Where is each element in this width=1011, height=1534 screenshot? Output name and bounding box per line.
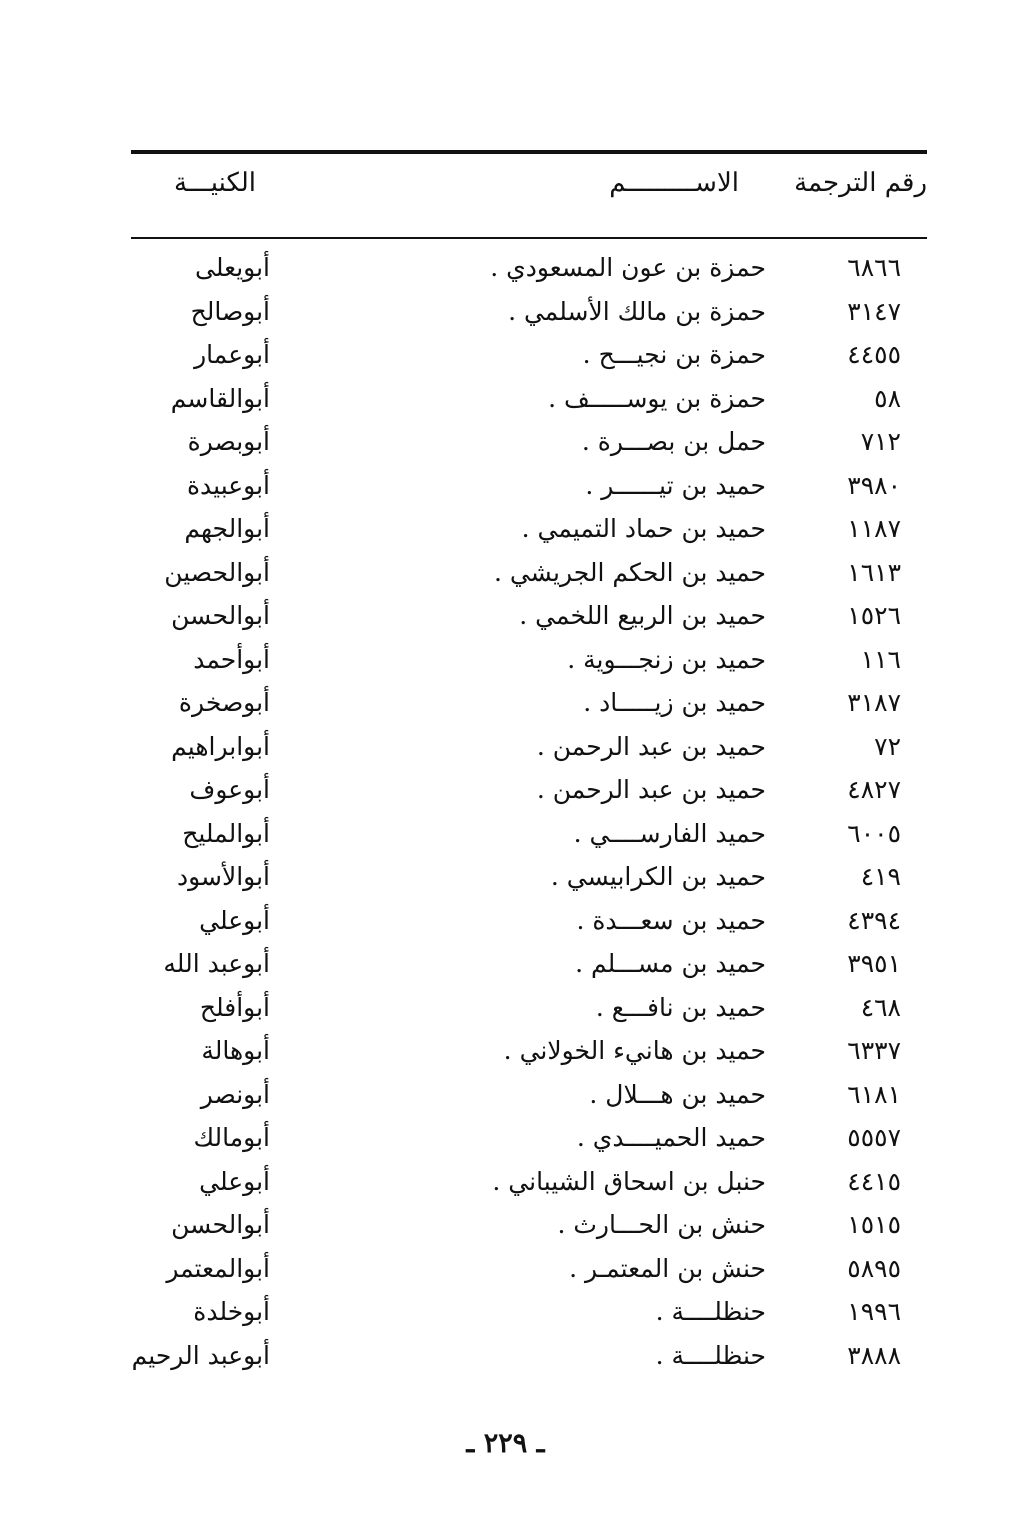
narrator-name: حمزة بن مالك الأسلمي . <box>508 296 766 326</box>
narrator-name: حميد بن زيـــــاد . <box>583 688 766 717</box>
narrator-kunya: أبوصالح <box>190 296 270 326</box>
page-number: ـ ٢٢٩ ـ <box>466 1428 545 1459</box>
narrator-kunya: أبوعمار <box>194 340 270 369</box>
narrator-name: حنش بن الحـــارث . <box>557 1210 766 1239</box>
translation-number: ٥٨٩٥ <box>847 1253 901 1283</box>
table-row <box>0 379 1011 423</box>
column-header-number: رقم الترجمة <box>794 168 927 198</box>
table-row <box>0 466 1011 510</box>
translation-number: ٤٦٨ <box>860 992 901 1022</box>
narrator-kunya: أبوبصرة <box>187 427 270 456</box>
translation-number: ٥٨ <box>874 383 901 413</box>
narrator-name: حميد بن مســـلم . <box>575 949 766 978</box>
translation-number: ٦٨٦٦ <box>847 253 901 282</box>
translation-number: ٤٤١٥ <box>847 1166 901 1196</box>
table-row <box>0 988 1011 1032</box>
table-row <box>0 553 1011 597</box>
translation-number: ٣٨٨٨ <box>847 1340 901 1370</box>
translation-number: ٧٢ <box>874 731 901 761</box>
narrator-name: حميد بن عبد الرحمن . <box>536 731 766 761</box>
narrator-name: حميد بن تيــــــر . <box>585 470 766 500</box>
table-row <box>0 248 1011 292</box>
translation-number: ١٥١٥ <box>847 1210 901 1239</box>
narrator-kunya: أبوالمليح <box>182 818 270 848</box>
narrator-name: حميد بن سعـــدة . <box>576 905 766 935</box>
narrator-kunya: أبونصر <box>200 1079 270 1109</box>
narrator-kunya: أبوأفلح <box>199 992 270 1022</box>
translation-number: ٦١٨١ <box>847 1079 901 1109</box>
narrator-name: حميد بن هانيء الخولاني . <box>503 1036 766 1065</box>
table-row <box>0 422 1011 466</box>
narrator-kunya: أبوعبد الرحيم <box>131 1340 270 1370</box>
narrator-kunya: أبوالحصين <box>164 557 270 587</box>
narrator-name: حنبل بن اسحاق الشيباني . <box>492 1166 766 1196</box>
table-row <box>0 640 1011 684</box>
narrator-kunya: أبوصخرة <box>178 688 270 717</box>
table-row <box>0 683 1011 727</box>
narrator-name: حميد بن الربيع اللخمي . <box>519 601 766 630</box>
table-row <box>0 1162 1011 1206</box>
table-row <box>0 1118 1011 1162</box>
narrator-name: حميد بن الحكم الجريشي . <box>493 557 766 587</box>
table-row <box>0 1336 1011 1380</box>
narrator-kunya: أبوالمعتمر <box>166 1253 270 1283</box>
narrator-kunya: أبوعلي <box>199 1166 270 1196</box>
table-row <box>0 944 1011 988</box>
narrator-kunya: أبوعوف <box>189 775 270 804</box>
translation-number: ٣١٨٧ <box>847 688 901 717</box>
table-row <box>0 814 1011 858</box>
narrator-name: حميد بن هـــلال . <box>589 1079 766 1109</box>
column-header-kunya: الكنيـــة <box>174 168 256 198</box>
narrator-kunya: أبوعلي <box>199 905 270 935</box>
narrator-kunya: أبوخلدة <box>193 1297 270 1326</box>
narrator-name: حنظلــــة . <box>655 1340 766 1370</box>
translation-number: ١١٦ <box>860 644 901 674</box>
translation-number: ٣٩٥١ <box>847 949 901 978</box>
narrator-name: حميد بن زنجـــوية . <box>567 644 766 674</box>
table-row <box>0 596 1011 640</box>
narrator-name: حميد الحميــــدي . <box>576 1123 766 1152</box>
narrator-name: حمل بن بصـــرة . <box>581 427 766 456</box>
narrator-name: حميد بن الكرابيسي . <box>550 862 766 891</box>
translation-number: ٤٤٥٥ <box>847 340 901 369</box>
narrator-name: حميد بن نافـــع . <box>595 992 766 1022</box>
translation-number: ٧١٢ <box>860 427 901 456</box>
table-row <box>0 727 1011 771</box>
narrator-name: حمزة بن نجيـــح . <box>582 340 766 369</box>
narrator-name: حمزة بن عون المسعودي . <box>490 253 766 282</box>
narrator-kunya: أبوالحسن <box>171 1210 270 1239</box>
narrator-kunya: أبويعلى <box>195 253 270 282</box>
narrator-name: حمزة بن يوســـــف . <box>548 383 766 413</box>
translation-number: ١٩٩٦ <box>847 1297 901 1326</box>
narrator-kunya: أبومالك <box>193 1123 270 1152</box>
narrator-kunya: أبوابراهيم <box>171 731 270 761</box>
narrator-name: حنظلــــة . <box>655 1297 766 1326</box>
translation-number: ٣١٤٧ <box>847 296 901 326</box>
translation-number: ٣٩٨٠ <box>847 470 901 500</box>
table-row <box>0 1031 1011 1075</box>
table-header-rule <box>131 237 927 239</box>
narrator-kunya: أبوالحسن <box>171 601 270 630</box>
narrator-kunya: أبوالجهم <box>184 514 270 543</box>
table-row <box>0 1075 1011 1119</box>
translation-number: ١٥٢٦ <box>847 601 901 630</box>
narrator-name: حميد بن حماد التميمي . <box>521 514 766 543</box>
translation-number: ١٦١٣ <box>847 557 901 587</box>
table-row <box>0 292 1011 336</box>
table-row <box>0 509 1011 553</box>
narrator-name: حنش بن المعتمـر . <box>569 1253 766 1283</box>
table-row <box>0 1292 1011 1336</box>
narrator-kunya: أبوهالة <box>201 1036 270 1065</box>
translation-number: ٦٣٣٧ <box>847 1036 901 1065</box>
translation-number: ٤٨٢٧ <box>847 775 901 804</box>
narrator-name: حميد الفارســــي . <box>573 818 766 848</box>
narrator-kunya: أبوأحمد <box>193 644 270 674</box>
translation-number: ٦٠٠٥ <box>847 818 901 848</box>
narrator-kunya: أبوالقاسم <box>170 383 270 413</box>
translation-number: ٤١٩ <box>860 862 901 891</box>
table-body <box>0 248 1011 1379</box>
translation-number: ١١٨٧ <box>847 514 901 543</box>
narrator-name: حميد بن عبد الرحمن . <box>536 775 766 804</box>
narrator-kunya: أبوعبيدة <box>186 470 270 500</box>
table-top-rule <box>131 150 927 154</box>
narrator-kunya: أبوالأسود <box>176 862 270 891</box>
translation-number: ٤٣٩٤ <box>847 905 901 935</box>
column-header-name: الاســـــــــم <box>609 168 739 198</box>
table-row <box>0 335 1011 379</box>
table-row <box>0 901 1011 945</box>
table-row <box>0 1249 1011 1293</box>
table-row <box>0 770 1011 814</box>
table-row <box>0 1205 1011 1249</box>
translation-number: ٥٥٥٧ <box>847 1123 901 1152</box>
narrator-kunya: أبوعبد الله <box>163 949 270 978</box>
table-row <box>0 857 1011 901</box>
